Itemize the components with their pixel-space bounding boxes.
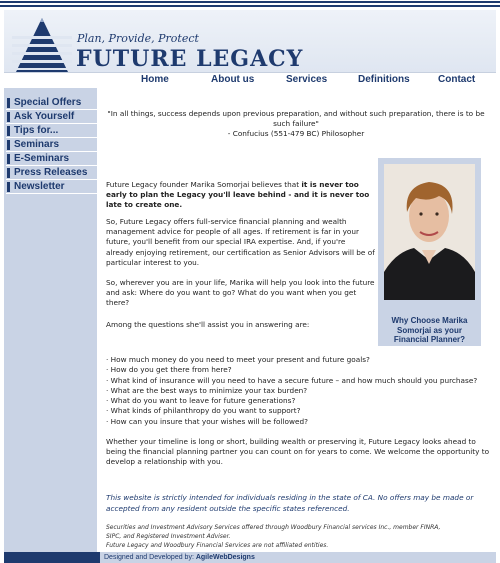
marika-photo: [384, 164, 475, 300]
sidebar-item-special-offers[interactable]: Special Offers: [6, 96, 97, 110]
question-list: [106, 355, 477, 427]
list-item: · How can you insure that your wishes will be followed?: [106, 416, 308, 426]
nav-definitions[interactable]: Definitions: [358, 74, 410, 85]
intro-emphasis: it is never too: [301, 180, 359, 189]
questions-intro: Among the questions she'll assist you in answering are:: [106, 320, 310, 329]
legal-notice: [106, 523, 490, 550]
list-item: · What kind of insurance will you need to have a secure future – and how much should you purchase?: [106, 375, 478, 385]
caption-line: Why Choose Marika: [391, 316, 468, 325]
future-paragraph: [106, 278, 378, 309]
text-line: Whether your timeline is long or short, building wealth or preserving it, Future Legacy looks ahead to: [106, 437, 476, 446]
nav-services[interactable]: Services: [286, 74, 328, 85]
pyramid-logo-icon: [12, 14, 72, 74]
list-item: · What kinds of philanthropy do you want to support?: [106, 406, 301, 416]
sidebar-item-e-seminars[interactable]: E-Seminars: [6, 152, 97, 166]
sidebar: [4, 88, 97, 553]
photo-caption-link[interactable]: [378, 316, 481, 345]
closing-paragraph: [106, 437, 490, 468]
text-line: future, you'll benefit from our special IRA expertise. And, if you're: [106, 237, 346, 247]
nav-contact[interactable]: Contact: [438, 74, 476, 85]
list-item: · How much money do you need to meet your present and future goals?: [106, 355, 370, 364]
text-line: there?: [106, 298, 130, 308]
text-line: and ask: Where do you want to go? What do you want when you get: [106, 288, 357, 298]
text-line: management advice for people of all ages. If retirement is far in your: [106, 227, 359, 237]
footer-label: Designed and Developed by:: [104, 554, 196, 561]
intro-paragraph: [106, 180, 376, 211]
top-rule: [0, 0, 500, 10]
caption-line: Financial Planner?: [393, 335, 466, 344]
top-nav: [4, 72, 496, 89]
text-line: develop a relationship with you.: [106, 457, 223, 467]
portrait-icon: [384, 164, 475, 300]
disclaimer: [106, 492, 490, 514]
list-item: · What do you want to leave for future generations?: [106, 396, 296, 406]
sidebar-item-ask-yourself[interactable]: Ask Yourself: [6, 110, 97, 124]
sidebar-item-seminars[interactable]: Seminars: [6, 138, 97, 152]
tagline: Plan, Provide, Protect: [77, 32, 199, 45]
header: [4, 10, 496, 72]
intro-line-2: early to plan the Legacy you'll leave behind - and it is never too: [106, 190, 370, 200]
sidebar-item-press-releases[interactable]: Press Releases: [6, 166, 97, 180]
text-line: particular interest to you.: [106, 257, 200, 267]
intro-line-3: late to create one.: [106, 200, 183, 210]
sidebar-item-tips-for[interactable]: Tips for...: [6, 124, 97, 138]
nav-home[interactable]: Home: [141, 74, 169, 85]
text-line: accepted from any resident outside the specific states referenced.: [106, 504, 350, 513]
text-line: already enjoying retirement, our certification as Senior Advisors will be of: [106, 247, 375, 257]
list-item: · How do you get there from here?: [106, 365, 232, 375]
quote-attribution: - Confucius (551-479 BC) Philosopher: [227, 129, 365, 138]
text-line: Securities and Investment Advisory Services offered through Woodbury Financial services Inc., member FINRA,: [106, 524, 441, 531]
nav-about-us[interactable]: About us: [211, 74, 255, 85]
quote-line-2: such failure": [273, 119, 319, 128]
quote-line-1: "In all things, success depends upon previous preparation, and without such preparation, there is to be: [107, 109, 485, 118]
brand-name: FUTURE LEGACY: [76, 46, 304, 72]
text-line: Future Legacy and Woodbury Financial Services are not affiliated entities.: [106, 542, 329, 549]
text-line: So, Future Legacy offers full-service financial planning and wealth: [106, 217, 347, 226]
footer-designer-link[interactable]: AgileWebDesigns: [195, 554, 255, 561]
profile-card: [378, 158, 481, 346]
sidebar-item-newsletter[interactable]: Newsletter: [6, 180, 97, 194]
footer: [4, 552, 496, 563]
quote-block: [100, 109, 492, 139]
text-line: This website is strictly intended for individuals residing in the state of CA. No offers may be made or: [106, 493, 474, 502]
intro-text: Future Legacy founder Marika Somorjai believes that: [106, 180, 302, 189]
footer-credit: [104, 552, 255, 563]
text-line: being the financial planning partner you can count on for years to come. We welcome the opportunity to: [106, 447, 490, 457]
list-item: · What are the best ways to minimize your tax burden?: [106, 385, 308, 395]
footer-panel: [100, 552, 496, 563]
services-paragraph: [106, 217, 378, 268]
text-line: SIPC, and Registered Investment Adviser.: [106, 533, 231, 540]
text-line: So, wherever you are in your life, Marika will help you look into the future: [106, 278, 375, 287]
caption-line: Somorjai as your: [397, 325, 462, 335]
